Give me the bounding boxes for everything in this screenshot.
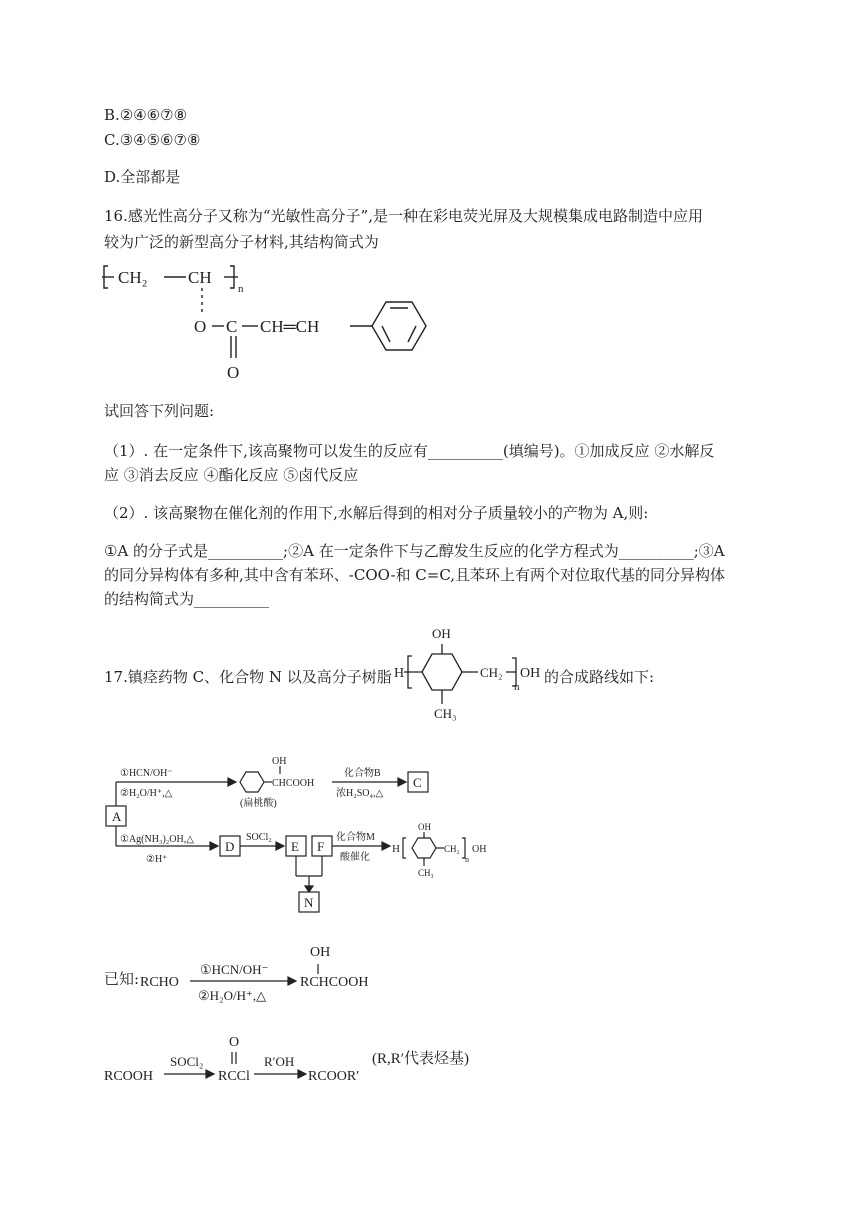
route-mandelic-name: (扁桃酸): [240, 798, 277, 809]
resin-ch3: CH₃: [434, 706, 457, 721]
q16-stem-line1: 16.感光性高分子又称为“光敏性高分子”,是一种在彩电荧光屏及大规模集成电路制造中应用: [104, 207, 703, 225]
known-reaction-1: [140, 940, 400, 1004]
r1-oh: OH: [310, 945, 331, 960]
q16-ch-eq-ch: CH═CH: [260, 317, 320, 336]
q16-part1-line2: 应 ③消去反应 ④酯化反应 ⑤卤代反应: [104, 466, 359, 484]
r2-mid: RCCl: [218, 1069, 250, 1084]
route-prod-h: H: [392, 843, 400, 855]
route-top-reagent2: ②H₂O/H⁺,△: [120, 788, 173, 799]
route-a: A: [112, 809, 122, 824]
r2-o: O: [229, 1035, 240, 1050]
route-top-reagent1: ①HCN/OH⁻: [120, 768, 173, 779]
route-d: D: [225, 839, 235, 854]
q16-part2: （2）. 该高聚物在催化剂的作用下,水解后得到的相对分子质量较小的产物为 A,则:: [104, 504, 649, 522]
route-socl2: SOCl₂: [246, 832, 272, 843]
route-m-reagent1: 化合物M: [336, 832, 375, 843]
resin-ch2: CH₂: [480, 665, 503, 680]
q16-o: O: [194, 317, 207, 336]
q16-polymer-structure: [100, 262, 420, 384]
q16-part1-line1: （1）. 在一定条件下,该高聚物可以发生的反应有__________(填编号)。①加成反应 ②水解反: [104, 442, 715, 460]
r1-reagent2: ②H₂O/H⁺,△: [198, 988, 267, 1003]
option-b: B.②④⑥⑦⑧: [104, 106, 188, 124]
route-bot-reagent2: ②H⁺: [146, 854, 168, 865]
q16-part2-sub-line1: ①A 的分子式是__________;②A 在一定条件下与乙醇发生反应的化学方程式为__________;③A: [104, 542, 725, 560]
r1-reagent1: ①HCN/OH⁻: [200, 962, 269, 977]
route-prod-n: n: [465, 855, 469, 864]
resin-h: H: [394, 666, 405, 681]
r2-reagent2: R′OH: [264, 1054, 295, 1069]
route-mandelic-oh: OH: [272, 756, 287, 767]
route-mandelic-formula: CHCOOH: [272, 778, 315, 789]
q17-synthesis-route: [100, 752, 520, 916]
r2-product: RCOOR′: [308, 1069, 360, 1084]
q16-part2-sub-line3: 的结构简式为__________: [104, 590, 270, 608]
route-bot-reagent1: ①Ag(NH₃)₂OH,△: [120, 834, 194, 845]
known-note: (R,R′代表烃基): [372, 1051, 470, 1067]
r2-reactant: RCOOH: [104, 1069, 154, 1084]
known-label: 已知:: [104, 970, 140, 988]
r2-reagent1: SOCl₂: [170, 1054, 204, 1069]
route-prod-ch2: CH₂: [444, 844, 460, 854]
q16-stem-line2: 较为广泛的新型高分子材料,其结构简式为: [104, 233, 379, 251]
route-b-reagent2: 浓H₂SO₄,△: [336, 788, 384, 799]
known-reaction-2: [102, 1030, 382, 1086]
resin-oh: OH: [432, 626, 451, 641]
q16-c: C: [226, 317, 238, 336]
q16-ch: CH: [188, 268, 212, 287]
route-m-reagent2: 酸催化: [340, 852, 370, 863]
option-c: C.③④⑤⑥⑦⑧: [104, 131, 201, 149]
option-d: D.全部都是: [104, 168, 181, 186]
route-c: C: [413, 775, 422, 790]
route-prod-ch3: CH₃: [418, 868, 434, 878]
q16-n: n: [238, 283, 244, 295]
resin-n: n: [514, 681, 520, 693]
route-prod-oh: OH: [418, 822, 431, 832]
q17-stem-after: 的合成路线如下:: [544, 668, 655, 686]
route-n-box: N: [304, 895, 314, 910]
q17-stem-before: 17.镇痉药物 C、化合物 N 以及高分子树脂: [104, 668, 392, 686]
route-b-reagent1: 化合物B: [344, 768, 381, 779]
q17-resin-structure: [394, 618, 544, 730]
route-prod-oh-end: OH: [472, 844, 487, 855]
resin-oh-end: OH: [520, 666, 541, 681]
q16-ch2: CH₂: [118, 268, 148, 287]
route-f: F: [317, 839, 325, 854]
q16-prompt: 试回答下列问题:: [104, 402, 215, 420]
r1-reactant: RCHO: [140, 975, 179, 990]
r1-product: RCHCOOH: [300, 975, 369, 990]
q16-carbonyl-o: O: [227, 363, 240, 382]
route-e: E: [291, 839, 299, 854]
q16-part2-sub-line2: 的同分异构体有多种,其中含有苯环、-COO-和 C=C,且苯环上有两个对位取代基的同分异构体: [104, 566, 726, 584]
